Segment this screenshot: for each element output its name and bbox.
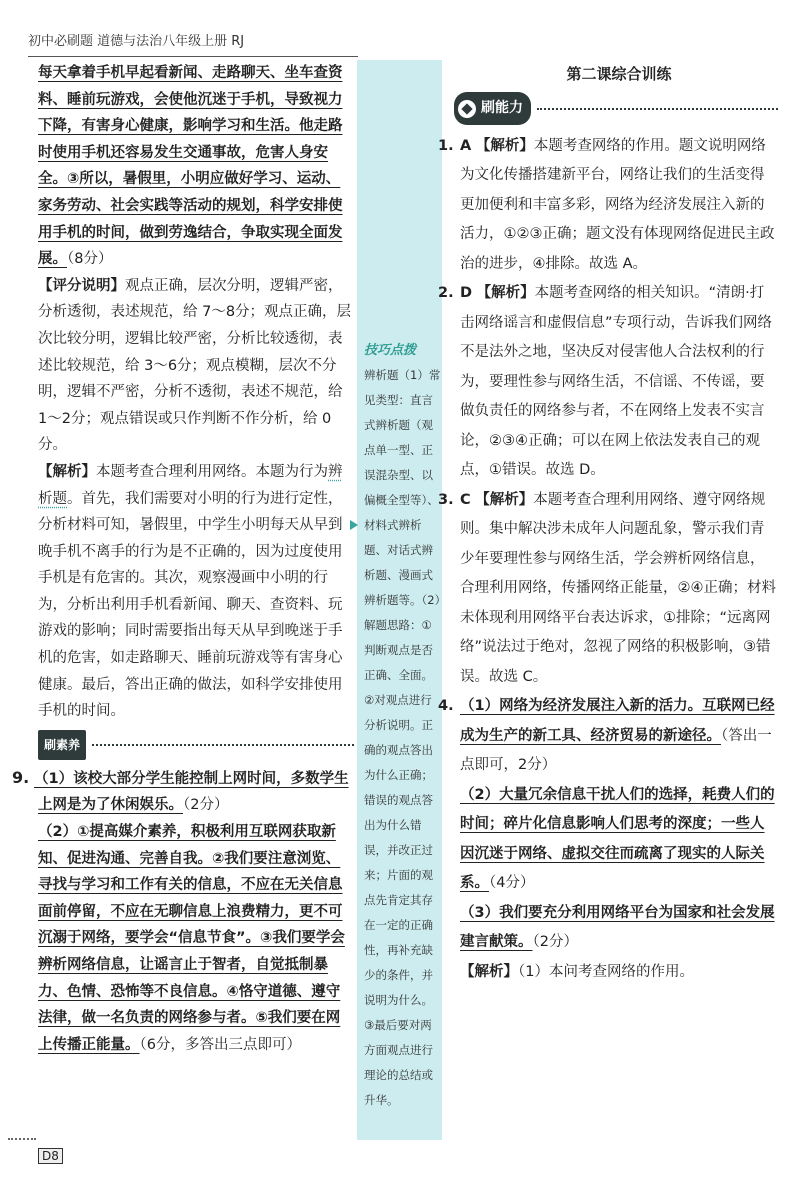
analysis-text: （1）本问考查网络的作用。 [518, 963, 694, 980]
highlight-term: 辨析题 [38, 463, 343, 507]
lesson-title: 第二课综合训练 [566, 65, 672, 83]
question-9-b [38, 819, 354, 1058]
analysis-text: 本题考查网络的相关知识。“清朗·打击网络谣言和虚假信息”专项行动，告诉我们网络不是法外之地，坚决反对侵害他人合法权利的行为，要理性参与网络生活，不信谣、不传谣，要做负责任的网络参与者，不在网络上发表不实言论，②③④正确；可以在网上依法发表自己的观点，①错误。故选 D。 [460, 285, 773, 478]
score-note: （8分） [67, 251, 113, 268]
section-banner-ability [454, 96, 778, 122]
answer-letter: D [460, 285, 473, 301]
tips-content [364, 338, 442, 1113]
analysis-tag: 【解析】 [475, 137, 534, 154]
question-4-a [438, 692, 778, 781]
analysis-tag: 【解析】 [475, 491, 534, 508]
header-rule [28, 56, 358, 57]
analysis-text: 本题考查网络的作用。题文说明网络为文化传播搭建新平台，网络让我们的生活变得更加便利和丰富多彩，网络为经济发展注入新的活力，①②③正确；题文没有体现网络促进民主政治的进步，④排除。故选 A。 [460, 137, 775, 272]
q9-score-2: （6分，多答出三点即可） [139, 1036, 301, 1053]
section-banner-literacy [38, 735, 354, 755]
q4-answer-1: （1）网络为经济发展注入新的活力。互联网已经成为生产的新工具、经济贸易的新途径。 [460, 698, 775, 744]
banner-label: 刷素养 [38, 730, 86, 761]
q9-score-1: （2分） [183, 797, 229, 814]
question-4-c [460, 899, 778, 958]
running-header: 初中必刷题 道德与法治八年级上册 RJ [28, 34, 245, 49]
question-number: 3. [438, 491, 454, 508]
analysis-text: 本题考查合理利用网络、遵守网络规则。集中解决涉未成年人问题乱象，警示我们青少年要理性参与网络生活，学会辨析网络信息，合理利用网络，传播网络正能量，②④正确；材料未体现利用网络平台表达诉求，①排除；“远离网络”说法过于绝对，忽视了网络的积极影响，③错误。故选 C。 [460, 491, 776, 685]
tips-text: 辨析题（1）常见类型：直言式辨析题（观点单一型、正误混杂型、以偏概全型等）、材料式辨析题、对话式辨析题、漫画式辨析题等。（2）解题思路：①判断观点是否正确、全面。②对观点进行分析说明。正确的观点答出为什么正确；错误的观点答出为什么错误，并改正过来；片面的观点先肯定其存在一定的正确性，再补充缺少的条件，并说明为什么。③最后要对两方面观点进行理论的总结或升华。 [364, 368, 441, 1107]
banner-dots [92, 744, 354, 746]
badge-icon [458, 100, 476, 118]
question-number: 1. [438, 137, 454, 154]
q4-score-3: （2分） [532, 934, 578, 950]
scoring-text: 观点正确，层次分明，逻辑严密，分析透彻，表述规范，给 7～8分；观点正确，层次比较分明，逻辑比较严密，分析比较透彻，表述比较规范，给 3～6分；观点模糊，层次不分明，逻辑不严密，分析不透彻，表述不规范，给 1～2分；观点错误或只作判断不作分析，给 0分。 [38, 277, 352, 454]
q4-answer-2: （2）大量冗余信息干扰人们的选择，耗费人们的时间；碎片化信息影响人们思考的深度；一些人因沉迷于网络、虚拟交往而疏离了现实的人际关系。 [460, 786, 775, 891]
q9-answer-2: （2）①提高媒介素养，积极利用互联网获取新知、促进沟通、完善自我。②我们要注意浏览、寻找与学习和工作有关的信息，不应在无关信息面前停留，不应在无聊信息上浪费精力，更不可沉溺于网络，要学会“信息节食”。③我们要学会辨析网络信息，让谣言止于智者，自觉抵制暴力、色情、恐怖等不良信息。④恪守道德、遵守法律，做一名负责的网络参与者。⑤我们要在网上传播正能量。 [38, 824, 345, 1053]
page-number: D8 [38, 1148, 63, 1164]
q4-answer-3: （3）我们要充分利用网络平台为国家和社会发展建言献策。 [460, 904, 775, 950]
scoring-tag: 【评分说明】 [38, 277, 125, 294]
analysis-tag: 【解析】 [38, 463, 96, 480]
question-4-analysis [460, 958, 778, 988]
analysis-paragraph [38, 459, 354, 725]
banner2-dots [537, 108, 778, 110]
banner2-pill [454, 92, 531, 126]
q4-score-2: （4分） [489, 875, 535, 891]
question-9-a [12, 765, 354, 819]
question-number: 4. [438, 698, 454, 714]
q4-score-1: （答出一点即可，2分） [460, 727, 772, 773]
question-1 [438, 132, 778, 280]
right-column [438, 60, 778, 987]
scoring-paragraph [38, 273, 354, 459]
analysis-tag: 【解析】 [476, 285, 535, 301]
analysis-text-b: 。首先，我们需要对小明的行为进行定性，分析材料可知，暑假里，中学生小明每天从早到晚手机不离手的行为是不正确的，因为过度使用手机是有危害的。其次，观察漫画中小明的行为，分析出利用手机看新闻、聊天、查资料、玩游戏的影响；同时需要指出每天从早到晚迷于手机的危害，如走路聊天、睡前玩游戏等有害身心健康。最后，答出正确的做法，如科学安排使用手机的时间。 [38, 490, 343, 720]
answer-main-text: 每天拿着手机早起看新闻、走路聊天、坐车查资料、睡前玩游戏，会使他沉迷于手机，导致视力下降，有害身心健康，影响学习和生活。他走路时使用手机还容易发生交通事故，危害人身安全。③所以，暑假里，小明应做好学习、运动、家务劳动、社会实践等活动的规划，科学安排使用手机的时间，做到劳逸结合，争取实现全面发展。 [38, 65, 343, 268]
tips-title: 技巧点拨 [364, 343, 417, 358]
answer-paragraph-1 [38, 60, 354, 273]
question-3 [438, 486, 778, 693]
banner2-label: 刷能力 [481, 99, 523, 116]
analysis-text-a: 本题考查合理利用网络。本题为行为 [96, 463, 328, 480]
question-number: 2. [438, 285, 454, 301]
analysis-tag: 【解析】 [460, 963, 518, 980]
q9-answer-1: （1）该校大部分学生能控制上网时间，多数学生上网是为了休闲娱乐。 [34, 770, 349, 814]
question-2 [438, 279, 778, 486]
answer-letter: C [460, 491, 471, 508]
corner-dots [8, 1138, 36, 1140]
left-column [12, 60, 354, 1058]
question-4-b [460, 781, 778, 899]
answer-letter: A [460, 137, 472, 154]
question-number: 9. [12, 767, 30, 787]
